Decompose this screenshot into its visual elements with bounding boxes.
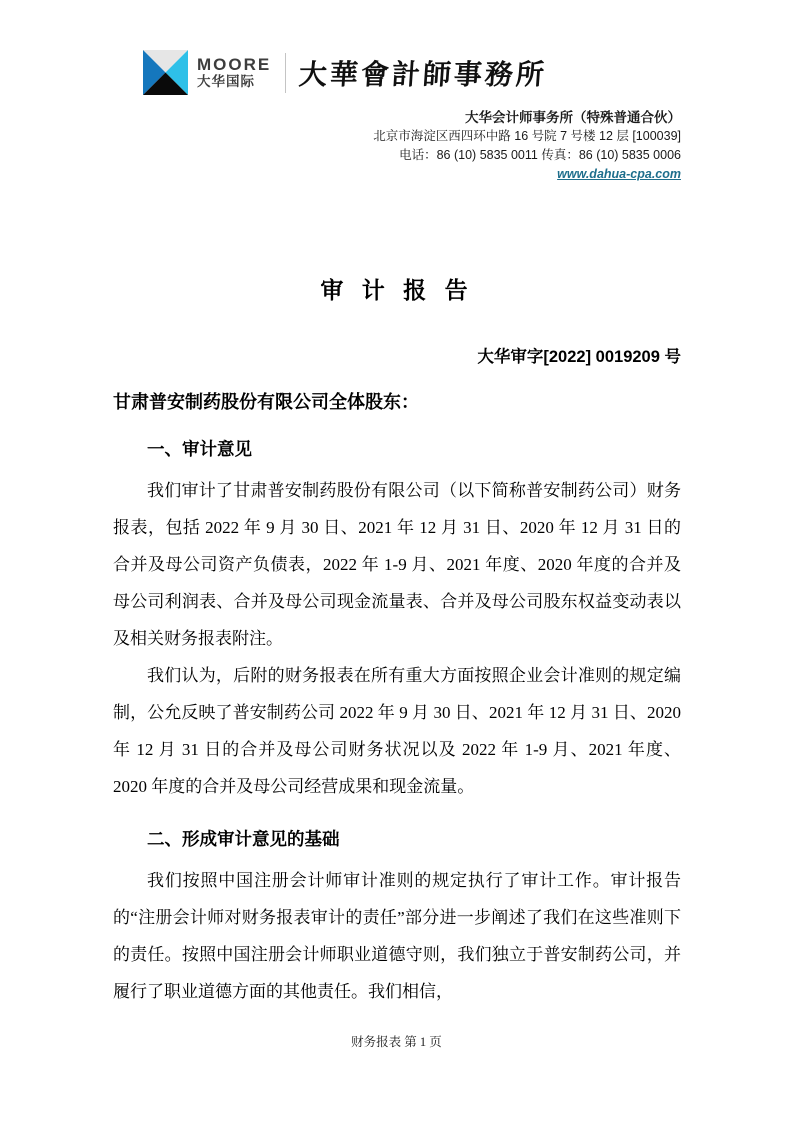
firm-name: 大华会计师事务所（特殊普通合伙） — [465, 110, 681, 125]
brand-name: MOORE — [197, 54, 272, 74]
section-1-heading: 一、审计意见 — [147, 439, 252, 459]
report-title: 审 计 报 告 — [320, 277, 474, 303]
report-body — [113, 389, 681, 1010]
firm-address-block — [373, 108, 681, 184]
moore-logo-icon — [143, 50, 188, 95]
brand-divider — [285, 53, 286, 93]
report-number: 大华审字[2022] 0019209 号 — [477, 348, 681, 366]
page-footer: 财务报表 第 1 页 — [351, 1035, 442, 1049]
body-paragraph: 我们认为，后附的财务报表在所有重大方面按照企业会计准则的规定编制，公允反映了普安制药公司 2022 年 9 月 30 日、2021 年 12 月 31 日、2020 年 12 月 31 日的合并及母公司财务状况以及 2022 年 1-9 月、2021 年度、2020 年度的合并及母公司经营成果和现金流量。 — [113, 666, 681, 796]
firm-calligraphy-name: 大華會計師事務所 — [297, 57, 549, 91]
letterhead-brand-row — [143, 50, 547, 95]
firm-website-link[interactable]: www.dahua-cpa.com — [557, 167, 681, 181]
firm-phone-fax-line: 电话：86 (10) 5835 0011 传真：86 (10) 5835 0006 — [399, 148, 681, 162]
section-2-heading: 二、形成审计意见的基础 — [147, 829, 340, 849]
firm-address-line: 北京市海淀区西四环中路 16 号院 7 号楼 12 层 [100039] — [373, 129, 681, 143]
addressee-line: 甘肃普安制药股份有限公司全体股东： — [113, 392, 419, 412]
body-paragraph: 我们按照中国注册会计师审计准则的规定执行了审计工作。审计报告的“注册会计师对财务报表审计的责任”部分进一步阐述了我们在这些准则下的责任。按照中国注册会计师职业道德守则，我们独立于普安制药公司，并履行了职业道德方面的其他责任。我们相信， — [113, 871, 681, 1001]
brand-name-cn: 大华国际 — [197, 73, 255, 89]
brand-text-block — [197, 56, 271, 90]
body-paragraph: 我们审计了甘肃普安制药股份有限公司（以下简称普安制药公司）财务报表，包括 2022 年 9 月 30 日、2021 年 12 月 31 日、2020 年 12 月 31 日的合并及母公司资产负债表，2022 年 1-9 月、2021 年度、2020 年度的合并及母公司利润表、合并及母公司现金流量表、合并及母公司股东权益变动表以及相关财务报表附注。 — [113, 481, 681, 648]
